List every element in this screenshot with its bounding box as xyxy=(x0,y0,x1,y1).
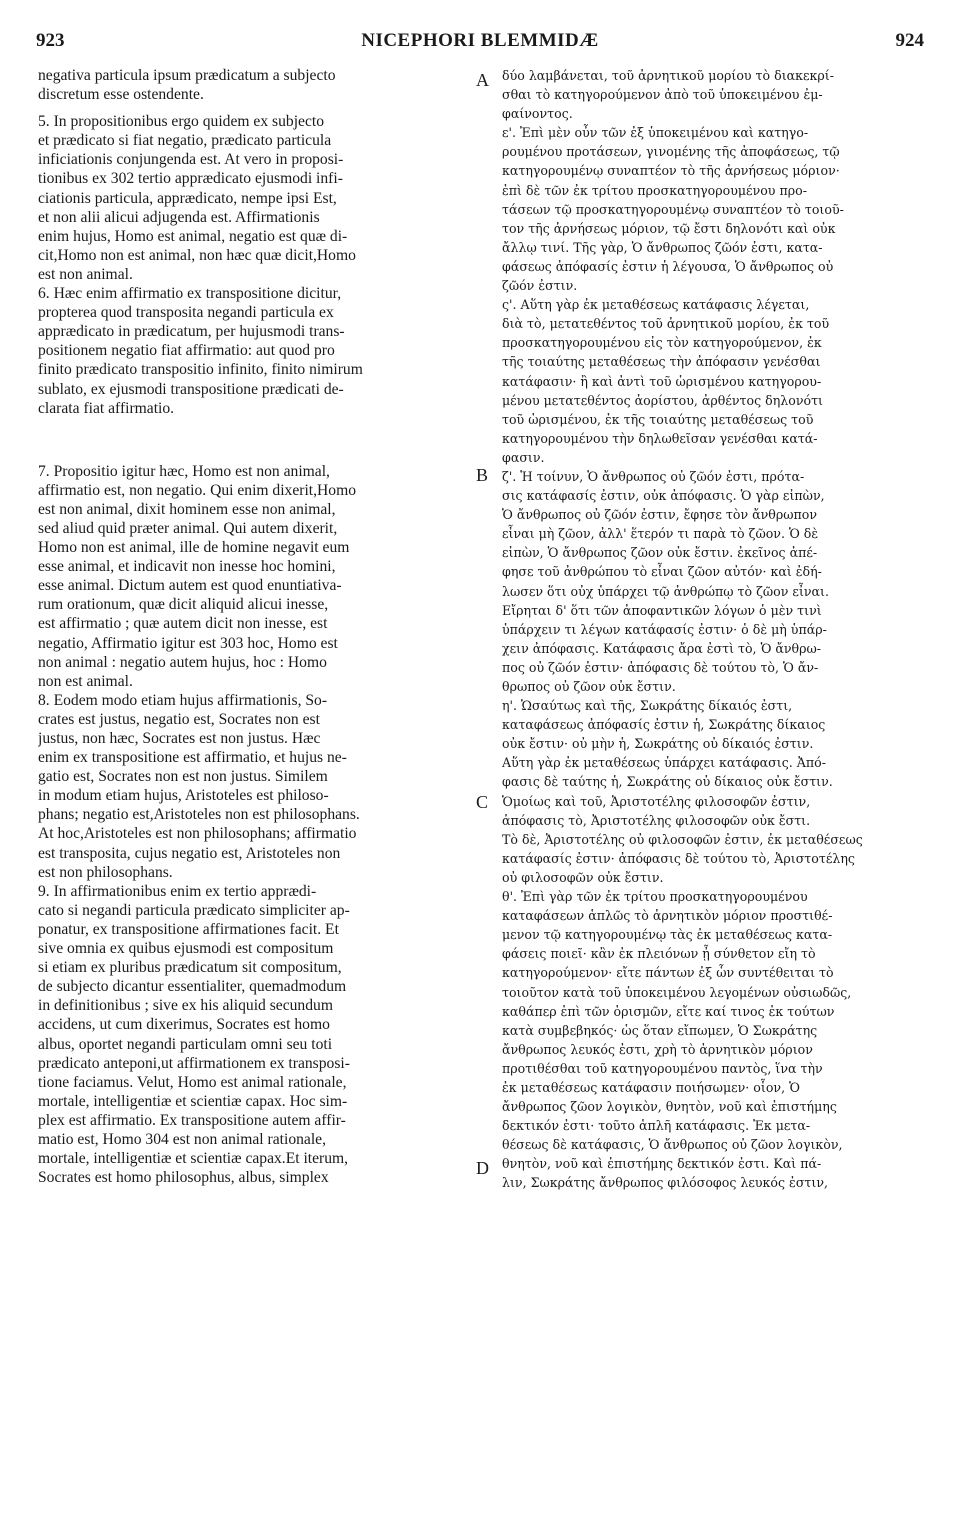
greek-text-line: τον τῆς ἀρνήσεως μόριον, τῷ ἔστι δηλονότι καὶ οὐκ xyxy=(502,220,836,236)
latin-text-line: ciationis particula, apprædicato, nempe ipsi Est, xyxy=(38,189,337,207)
greek-text-line: κατηγορουμένου τὴν δηλωθεῖσαν γενέσθαι κατά- xyxy=(502,430,818,446)
greek-text-line: Ὁμοίως καὶ τοῦ, Ἀριστοτέλης φιλοσοφῶν ἐστιν, xyxy=(502,793,811,809)
latin-text-line: mortale, intelligentiæ et scientiæ capax. Hoc sim- xyxy=(38,1092,348,1110)
greek-text-line: ὑπάρχειν τι λέγων κατάφασίς ἐστιν· ὁ δὲ μὴ ὑπάρ- xyxy=(502,621,827,637)
margin-letter-b: B xyxy=(476,465,489,485)
greek-text-line: καταφάσεων ἁπλῶς τὸ ἀρνητικὸν μόριον προστιθέ- xyxy=(502,908,833,924)
greek-text-line: ἄνθρωπος λευκός ἐστι, χρὴ τὸ ἀρνητικὸν μόριον xyxy=(502,1041,813,1057)
greek-text-line: θέσεως δὲ κατάφασις, Ὁ ἄνθρωπος οὐ ζῶον λογικὸν, xyxy=(502,1137,843,1153)
latin-text-line: 8. Eodem modo etiam hujus affirmationis, So- xyxy=(38,691,328,709)
latin-text-line: non est animal. xyxy=(38,672,133,690)
greek-text-line: τοιοῦτον κατὰ τοῦ ὑποκειμένου λεγομένων οὐσιωδῶς, xyxy=(502,984,852,1000)
greek-text-line: σθαι τὸ κατηγορούμενον ἀπὸ τοῦ ὑποκειμένου ἐμ- xyxy=(502,87,823,103)
latin-column xyxy=(38,66,472,1187)
latin-text-line: enim hujus, Homo est animal, negatio est quæ di- xyxy=(38,227,348,245)
latin-text-line: si etiam ex pluribus prædicatum sit compositum, xyxy=(38,959,342,977)
greek-text-line: ἄνθρωπος ζῶον λογικὸν, θνητὸν, νοῦ καὶ ἐπιστήμης xyxy=(502,1099,837,1115)
latin-text-line: 9. In affirmationibus enim ex tertio apprædi- xyxy=(38,882,317,900)
greek-text-line: θνητὸν, νοῦ καὶ ἐπιστήμης δεκτικόν ἐστι. Καὶ πά- xyxy=(502,1156,822,1172)
page-number-right: 924 xyxy=(895,30,924,51)
greek-text-line: μένου μετατεθέντος ἀορίστου, ἀρθέντος δηλονότι xyxy=(502,392,823,408)
latin-text-line: sed aliud quid præter animal. Qui autem dixerit, xyxy=(38,519,338,537)
latin-text-line: clarata fiat affirmatio. xyxy=(38,399,175,417)
latin-text-line: accidens, ut cum dixerimus, Socrates est homo xyxy=(38,1016,330,1034)
greek-text-line: ε'. Ἐπὶ μὲν οὖν τῶν ἐξ ὑποκειμένου καὶ κατηγο- xyxy=(502,125,809,141)
latin-text-line: positionem negatio fiat affirmatio: aut quod pro xyxy=(38,342,335,360)
latin-text-line: cit,Homo non est animal, non hæc quæ dicit,Homo xyxy=(38,246,356,264)
latin-text-line: est non animal, dixit hominem esse non animal, xyxy=(38,500,336,518)
latin-text-line: est affirmatio ; quæ autem dicit non inesse, est xyxy=(38,615,328,633)
margin-letter-c: C xyxy=(476,792,489,812)
running-title: NICEPHORI BLEMMIDÆ xyxy=(361,30,599,51)
greek-text-line: δύο λαμβάνεται, τοῦ ἀρνητικοῦ μορίου τὸ διακεκρί- xyxy=(502,68,835,83)
greek-text-line: τάσεων τῷ προσκατηγορουμένῳ συναπτέον τὸ τοιοῦ- xyxy=(502,201,844,217)
latin-text-line: finito prædicato transpositio infinito, finito nimirum xyxy=(38,361,363,379)
latin-text-line: Homo non est animal, ille de homine negavit eum xyxy=(38,539,350,557)
greek-text-line: Εἴρηται δ' ὅτι τῶν ἀποφαντικῶν λόγων ὁ μὲν τινὶ xyxy=(502,602,822,618)
latin-text-line: inficiationis conjungenda est. At vero in proposi- xyxy=(38,151,344,169)
latin-text-line: At hoc,Aristoteles est non philosophans; affirmatio xyxy=(38,825,357,843)
greek-text-line: Ὁ ἄνθρωπος οὐ ζῶόν ἐστιν, ἔφησε τὸν ἄνθρωπον xyxy=(502,507,818,523)
greek-text-line: θ'. Ἐπὶ γὰρ τῶν ἐκ τρίτου προσκατηγορουμένου xyxy=(502,889,808,905)
latin-text-line: in modum etiam hujus, Aristoteles est philoso- xyxy=(38,787,329,805)
page-header xyxy=(36,30,924,56)
latin-text-line: affirmatio est, non negatio. Qui enim dixerit,Homo xyxy=(38,481,357,499)
latin-text-line: de subjecto dicantur essentialiter, quemadmodum xyxy=(38,978,347,996)
latin-text-line: mortale, intelligentiæ et scientiæ capax.Et iterum, xyxy=(38,1150,349,1168)
greek-text-line: εἰπὼν, Ὁ ἄνθρωπος ζῶον οὐκ ἔστιν. ἐκεῖνος ἀπέ- xyxy=(502,545,818,561)
paragraph-gap xyxy=(38,104,472,112)
latin-text-line: 5. In propositionibus ergo quidem ex subjecto xyxy=(38,113,324,131)
latin-text-line: rum orationum, quæ dicit aliquid alicui inesse, xyxy=(38,596,329,614)
latin-text-line: justus, non hæc, Socrates est non justus. Hæc xyxy=(38,730,321,747)
greek-text-line: προτιθέσθαι τοῦ κατηγορουμένου παντὸς, ἵνα τὴν xyxy=(502,1060,823,1076)
greek-column xyxy=(502,66,927,1193)
greek-text-line: τοῦ ὡρισμένου, ἐκ τῆς τοιαύτης μεταθέσεως τοῦ xyxy=(502,411,814,427)
latin-text-line: in definitionibus ; sive ex his aliquid secundum xyxy=(38,997,333,1015)
latin-text-line: albus, oportet negandi particulam omni seu toti xyxy=(38,1035,333,1053)
latin-text-line: sive omnia ex quibus ejusmodi est compositum xyxy=(38,940,334,958)
greek-text-line: φησε τοῦ ἀνθρώπου τὸ εἶναι ζῶον αὐτόν· καὶ ἐδή- xyxy=(502,564,822,580)
greek-text-line: ζ'. Ἡ τοίνυν, Ὁ ἄνθρωπος οὐ ζῶόν ἐστι, πρότα- xyxy=(502,468,805,484)
latin-text-line: prædicato anteponi,ut affirmationem ex transposi- xyxy=(38,1054,350,1072)
latin-text-line: gatio est, Socrates non est non justus. Similem xyxy=(38,768,328,786)
greek-text-line: οὐκ ἔστιν· οὐ μὴν ἡ, Σωκράτης οὐ δίκαιός ἐστιν. xyxy=(502,736,814,752)
margin-letter-d: D xyxy=(476,1158,489,1178)
latin-text-line: discretum esse ostendente. xyxy=(38,86,204,104)
latin-text-line: est non philosophans. xyxy=(38,863,173,881)
greek-text-line: Αὕτη γὰρ ἐκ μεταθέσεως ὑπάρχει κατάφασις. Ἀπό- xyxy=(502,755,826,771)
greek-text-line: μενον τῷ κατηγορουμένῳ τὰς ἐκ μεταθέσεως κατα- xyxy=(502,927,833,943)
latin-text-line: plex est affirmatio. Ex transpositione autem affir- xyxy=(38,1111,346,1129)
greek-text-line: Τὸ δὲ, Ἀριστοτέλης οὐ φιλοσοφῶν ἐστιν, ἐκ μεταθέσεως xyxy=(502,831,863,847)
greek-text-line: σις κατάφασίς ἐστιν, οὐκ ἀπόφασις. Ὁ γὰρ εἰπὼν, xyxy=(502,488,825,504)
greek-text-line: καθάπερ ἐπὶ τῶν ὁρισμῶν, εἴτε καί τινος ἐκ τούτων xyxy=(502,1003,835,1019)
latin-text-line: esse animal. Dictum autem est quod enuntiativa- xyxy=(38,577,342,595)
greek-text-line: τῆς τοιαύτης μεταθέσεως τὴν ἀπόφασιν γενέσθαι xyxy=(502,354,821,370)
latin-text-line: 6. Hæc enim affirmatio ex transpositione dicitur, xyxy=(38,285,342,303)
latin-text-line: esse animal, et indicavit non inesse hoc homini, xyxy=(38,558,336,576)
latin-text-line: ponatur, ex transpositione affirmationes facit. Et xyxy=(38,920,339,938)
latin-text-line: et prædicato si fiat negatio, prædicato particula xyxy=(38,132,332,150)
margin-letter-a: A xyxy=(476,70,489,90)
greek-text-line: ζῶόν ἐστιν. xyxy=(502,278,578,294)
greek-text-line: η'. Ὡσαύτως καὶ τῆς, Σωκράτης δίκαιός ἐστι, xyxy=(502,698,793,714)
latin-text-line: non animal : negatio autem hujus, hoc : Homo xyxy=(38,653,327,671)
greek-text-line: ἀπόφασις τὸ, Ἀριστοτέλης φιλοσοφῶν οὐκ ἔστι. xyxy=(502,812,811,828)
latin-text-line: sublato, ex ejusmodi transpositione prædicati de- xyxy=(38,380,344,398)
greek-text-line: εἶναι μὴ ζῶον, ἀλλ' ἕτερόν τι παρὰ τὸ ζῶον. Ὁ δὲ xyxy=(502,526,819,542)
latin-text-line: apprædicato in prædicatum, per hujusmodi trans- xyxy=(38,323,345,341)
greek-text-line: λιν, Σωκράτης ἄνθρωπος φιλόσοφος λευκός ἐστιν, xyxy=(502,1175,828,1191)
latin-text-line: phans; negatio est,Aristoteles non est philosophans. xyxy=(38,806,360,824)
latin-text-line: est non animal. xyxy=(38,265,133,283)
latin-text-line: crates est justus, negatio est, Socrates non est xyxy=(38,710,320,728)
greek-text-line: κατηγορουμένῳ συναπτέον τὸ τῆς ἀρνήσεως μόριον· xyxy=(502,163,840,179)
greek-text-line: κατὰ συμβεβηκός· ὡς ὅταν εἴπωμεν, Ὁ Σωκράτης xyxy=(502,1022,818,1038)
greek-text-line: φαίνοντος. xyxy=(502,106,573,122)
latin-text-line: negatio, Affirmatio igitur est 303 hoc, Homo est xyxy=(38,634,338,652)
greek-text-line: κατηγορούμενον· εἴτε πάντων ἐξ ὧν συντέθειται τὸ xyxy=(502,965,834,981)
latin-text-line: propterea quod transposita negandi particula ex xyxy=(38,304,334,322)
greek-text-line: διὰ τὸ, μετατεθέντος τοῦ ἀρνητικοῦ μορίου, ἐκ τοῦ xyxy=(502,316,830,332)
greek-text-line: δεκτικόν ἐστι· τοῦτο ἁπλῆ κατάφασις. Ἐκ μετα- xyxy=(502,1118,811,1134)
greek-text-line: φάσεως ἀπόφασίς ἐστιν ἡ λέγουσα, Ὁ ἄνθρωπος οὐ xyxy=(502,258,834,274)
greek-text-line: οὐ φιλοσοφῶν οὐκ ἔστιν. xyxy=(502,869,664,885)
latin-text-line: cato si negandi particula prædicato simpliciter ap- xyxy=(38,901,350,919)
paragraph-gap xyxy=(38,418,472,462)
latin-text-line: enim ex transpositione est affirmatio, et hujus ne- xyxy=(38,749,347,767)
greek-text-line: ἄλλῳ τινί. Τῆς γὰρ, Ὁ ἄνθρωπος ζῶόν ἐστι, κατα- xyxy=(502,239,823,255)
greek-text-line: κατάφασίς ἐστιν· ἀπόφασις δὲ τούτου τὸ, Ἀριστοτέλης xyxy=(502,850,855,866)
page-number-left: 923 xyxy=(36,30,65,51)
greek-text-line: φασις δὲ ταύτης ἡ, Σωκράτης οὐ δίκαιος οὐκ ἔστιν. xyxy=(502,774,833,790)
latin-text-line: et non alii alicui adjugenda est. Affirmationis xyxy=(38,208,320,226)
latin-text-line: negativa particula ipsum prædicatum a subjecto xyxy=(38,67,336,84)
greek-text-line: θρωπος οὐ ζῶον οὐκ ἔστιν. xyxy=(502,679,676,694)
greek-text-line: φασιν. xyxy=(502,449,545,465)
latin-text-line: matio est, Homo 304 est non animal rationale, xyxy=(38,1130,326,1148)
greek-text-line: ἐπὶ δὲ τῶν ἐκ τρίτου προσκατηγορουμένου προ- xyxy=(502,182,807,198)
greek-text-line: ρουμένου προτάσεων, γινομένης τῆς ἀποφάσεως, τῷ xyxy=(502,144,840,160)
greek-text-line: ἐκ μεταθέσεως κατάφασιν ποιήσωμεν· οἷον, Ὁ xyxy=(502,1079,800,1095)
greek-text-line: κατάφασιν· ἢ καὶ ἀντὶ τοῦ ὡρισμένου κατηγορου- xyxy=(502,373,822,389)
greek-text-line: προσκατηγορουμένου εἰς τὸν κατηγορούμενον, ἐκ xyxy=(502,335,822,351)
greek-text-line: χειν ἀπόφασις. Κατάφασις ἄρα ἐστὶ τὸ, Ὁ ἄνθρω- xyxy=(502,640,822,656)
greek-text-line: καταφάσεως ἀπόφασίς ἐστιν ἡ, Σωκράτης δίκαιος xyxy=(502,717,826,733)
latin-text-line: Socrates est homo philosophus, albus, simplex xyxy=(38,1169,329,1187)
greek-text-line: φάσεις ποιεῖ· κἂν ἐκ πλειόνων ᾖ σύνθετον εἴη τὸ xyxy=(502,946,816,962)
latin-text-line: tione faciamus. Velut, Homo est animal rationale, xyxy=(38,1073,347,1091)
greek-text-line: λωσεν ὅτι οὐχ ὑπάρχει τῷ ἀνθρώπῳ τὸ ζῶον εἶναι. xyxy=(502,583,829,599)
latin-text-line: est transposita, cujus negatio est, Aristoteles non xyxy=(38,844,341,862)
greek-text-line: πος οὐ ζῶόν ἐστιν· ἀπόφασις δὲ τούτου τὸ, Ὁ ἄν- xyxy=(502,659,819,675)
latin-text-line: tionibus ex 302 tertio apprædicato ejusmodi infi- xyxy=(38,170,343,188)
latin-text-line: 7. Propositio igitur hæc, Homo est non animal, xyxy=(38,462,330,480)
greek-text-line: ς'. Αὕτη γὰρ ἐκ μεταθέσεως κατάφασις λέγεται, xyxy=(502,297,810,313)
